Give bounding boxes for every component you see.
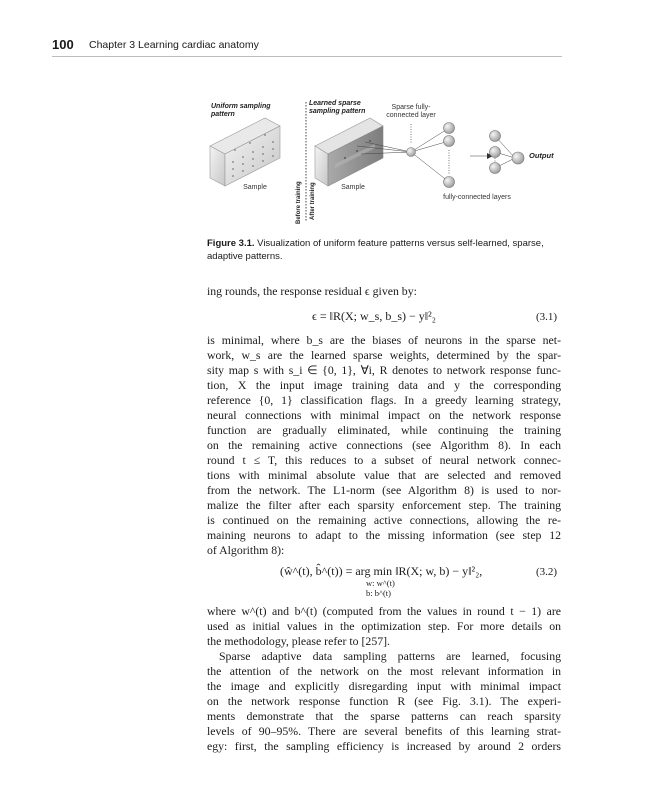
para3-line: egy: first, the sampling efficiency is increased by around 2 orders [207, 739, 561, 753]
equation-3-2-subscript-1: w: w^(t) [366, 578, 395, 588]
para1-line: maining neurons to adapt to the missing information (see step 12 [207, 528, 561, 542]
para1-line: neural connections with minimal impact on the network response [207, 408, 561, 422]
para1-line: is minimal, where b_s are the biases of neurons in the sparse net- [207, 333, 561, 347]
para1-line: from the network. The L1-norm (see Algorithm 8) is used to nor- [207, 483, 561, 497]
equation-3-2-subscript-2: b: b^(t) [366, 588, 391, 598]
learned-sample-cube [315, 118, 383, 186]
para3-line: the image and explicitly disregarding input with minimal impact [207, 679, 561, 693]
label-sparse-layer: Sparse fully-connected layer [386, 104, 436, 120]
label-sample-left: Sample [243, 184, 267, 191]
label-uniform-pattern: Uniform sampling pattern [211, 103, 271, 119]
equation-3-1: ϵ = ‖R(X; w_s, b_s) − y‖²₂ [312, 309, 436, 323]
para1-line: work, w_s are the learned sparse weights, determined by the spar- [207, 348, 561, 362]
figure-3-1 [205, 96, 565, 228]
equation-3-1-number: (3.1) [536, 311, 558, 323]
running-header [52, 36, 562, 57]
chapter-title: Chapter 3 Learning cardiac anatomy [89, 39, 259, 51]
para3-line: levels of 90–95%. There are several benefits of this learning strat- [207, 724, 561, 738]
para2-line: used as initial values in the optimization step. For more details on [207, 619, 561, 633]
caption-number: Figure 3.1. [207, 238, 255, 249]
label-sample-right: Sample [341, 184, 365, 191]
para3-line: on the network response function R (see Fig. 3.1). The experi- [207, 694, 561, 708]
label-output: Output [529, 151, 554, 160]
network-nodes [407, 123, 525, 188]
para1-line: is continued on the remaining active connections, allowing the re- [207, 513, 561, 527]
para3-line: Sparse adaptive data sampling patterns are learned, focusing [219, 649, 561, 663]
para1-line: function are gradually eliminated, while continuing the training [207, 423, 561, 437]
para1-line: sity map s with s_i ∈ {0, 1}, ∀i, R denotes to network response func- [207, 363, 561, 377]
para1-line: reference {0, 1} classification flags. In a greedy learning strategy, [207, 393, 561, 407]
para1-line: on the remaining active connections (see Algorithm 8). In each [207, 438, 561, 452]
para2-line: where w^(t) and b^(t) (computed from the values in round t − 1) are [207, 604, 561, 618]
para3-line: the attention of the network on the most relevant information in [207, 664, 561, 678]
para1-line: tions with minimal absolute value that are selected and removed [207, 468, 561, 482]
caption-line-1: Visualization of uniform feature patterns versus self-learned, sparse, [254, 238, 544, 249]
label-after-training: After training [310, 182, 316, 220]
equation-3-2: (ŵ^(t), b̂^(t)) = arg min ‖R(X; w, b) − y‖²₂, [280, 564, 483, 578]
para2-line: the methodology, please refer to [257]. [207, 634, 391, 648]
label-before-training: Before training [296, 181, 302, 224]
para3-line: ments demonstrate that the sparse patterns can reach sparsity [207, 709, 561, 723]
figure-caption [207, 237, 567, 263]
caption-line-2: adaptive patterns. [207, 251, 283, 262]
equation-3-2-number: (3.2) [536, 566, 558, 578]
label-learned-pattern: Learned sparse sampling pattern [309, 100, 366, 116]
label-fc-layers: fully-connected layers [443, 194, 511, 201]
page-number: 100 [52, 37, 74, 52]
para1-line: tion, X the input image training data and y the corresponding [207, 378, 561, 392]
para1-line: round t ≤ T, this reduces to a subset of neural network connec- [207, 453, 561, 467]
para1-line: of Algorithm 8): [207, 543, 285, 557]
intro-line: ing rounds, the response residual ϵ given by: [207, 284, 417, 298]
para1-line: malize the filter after each sparsity enforcement step. The training [207, 498, 561, 512]
uniform-sample-cube [210, 118, 280, 186]
